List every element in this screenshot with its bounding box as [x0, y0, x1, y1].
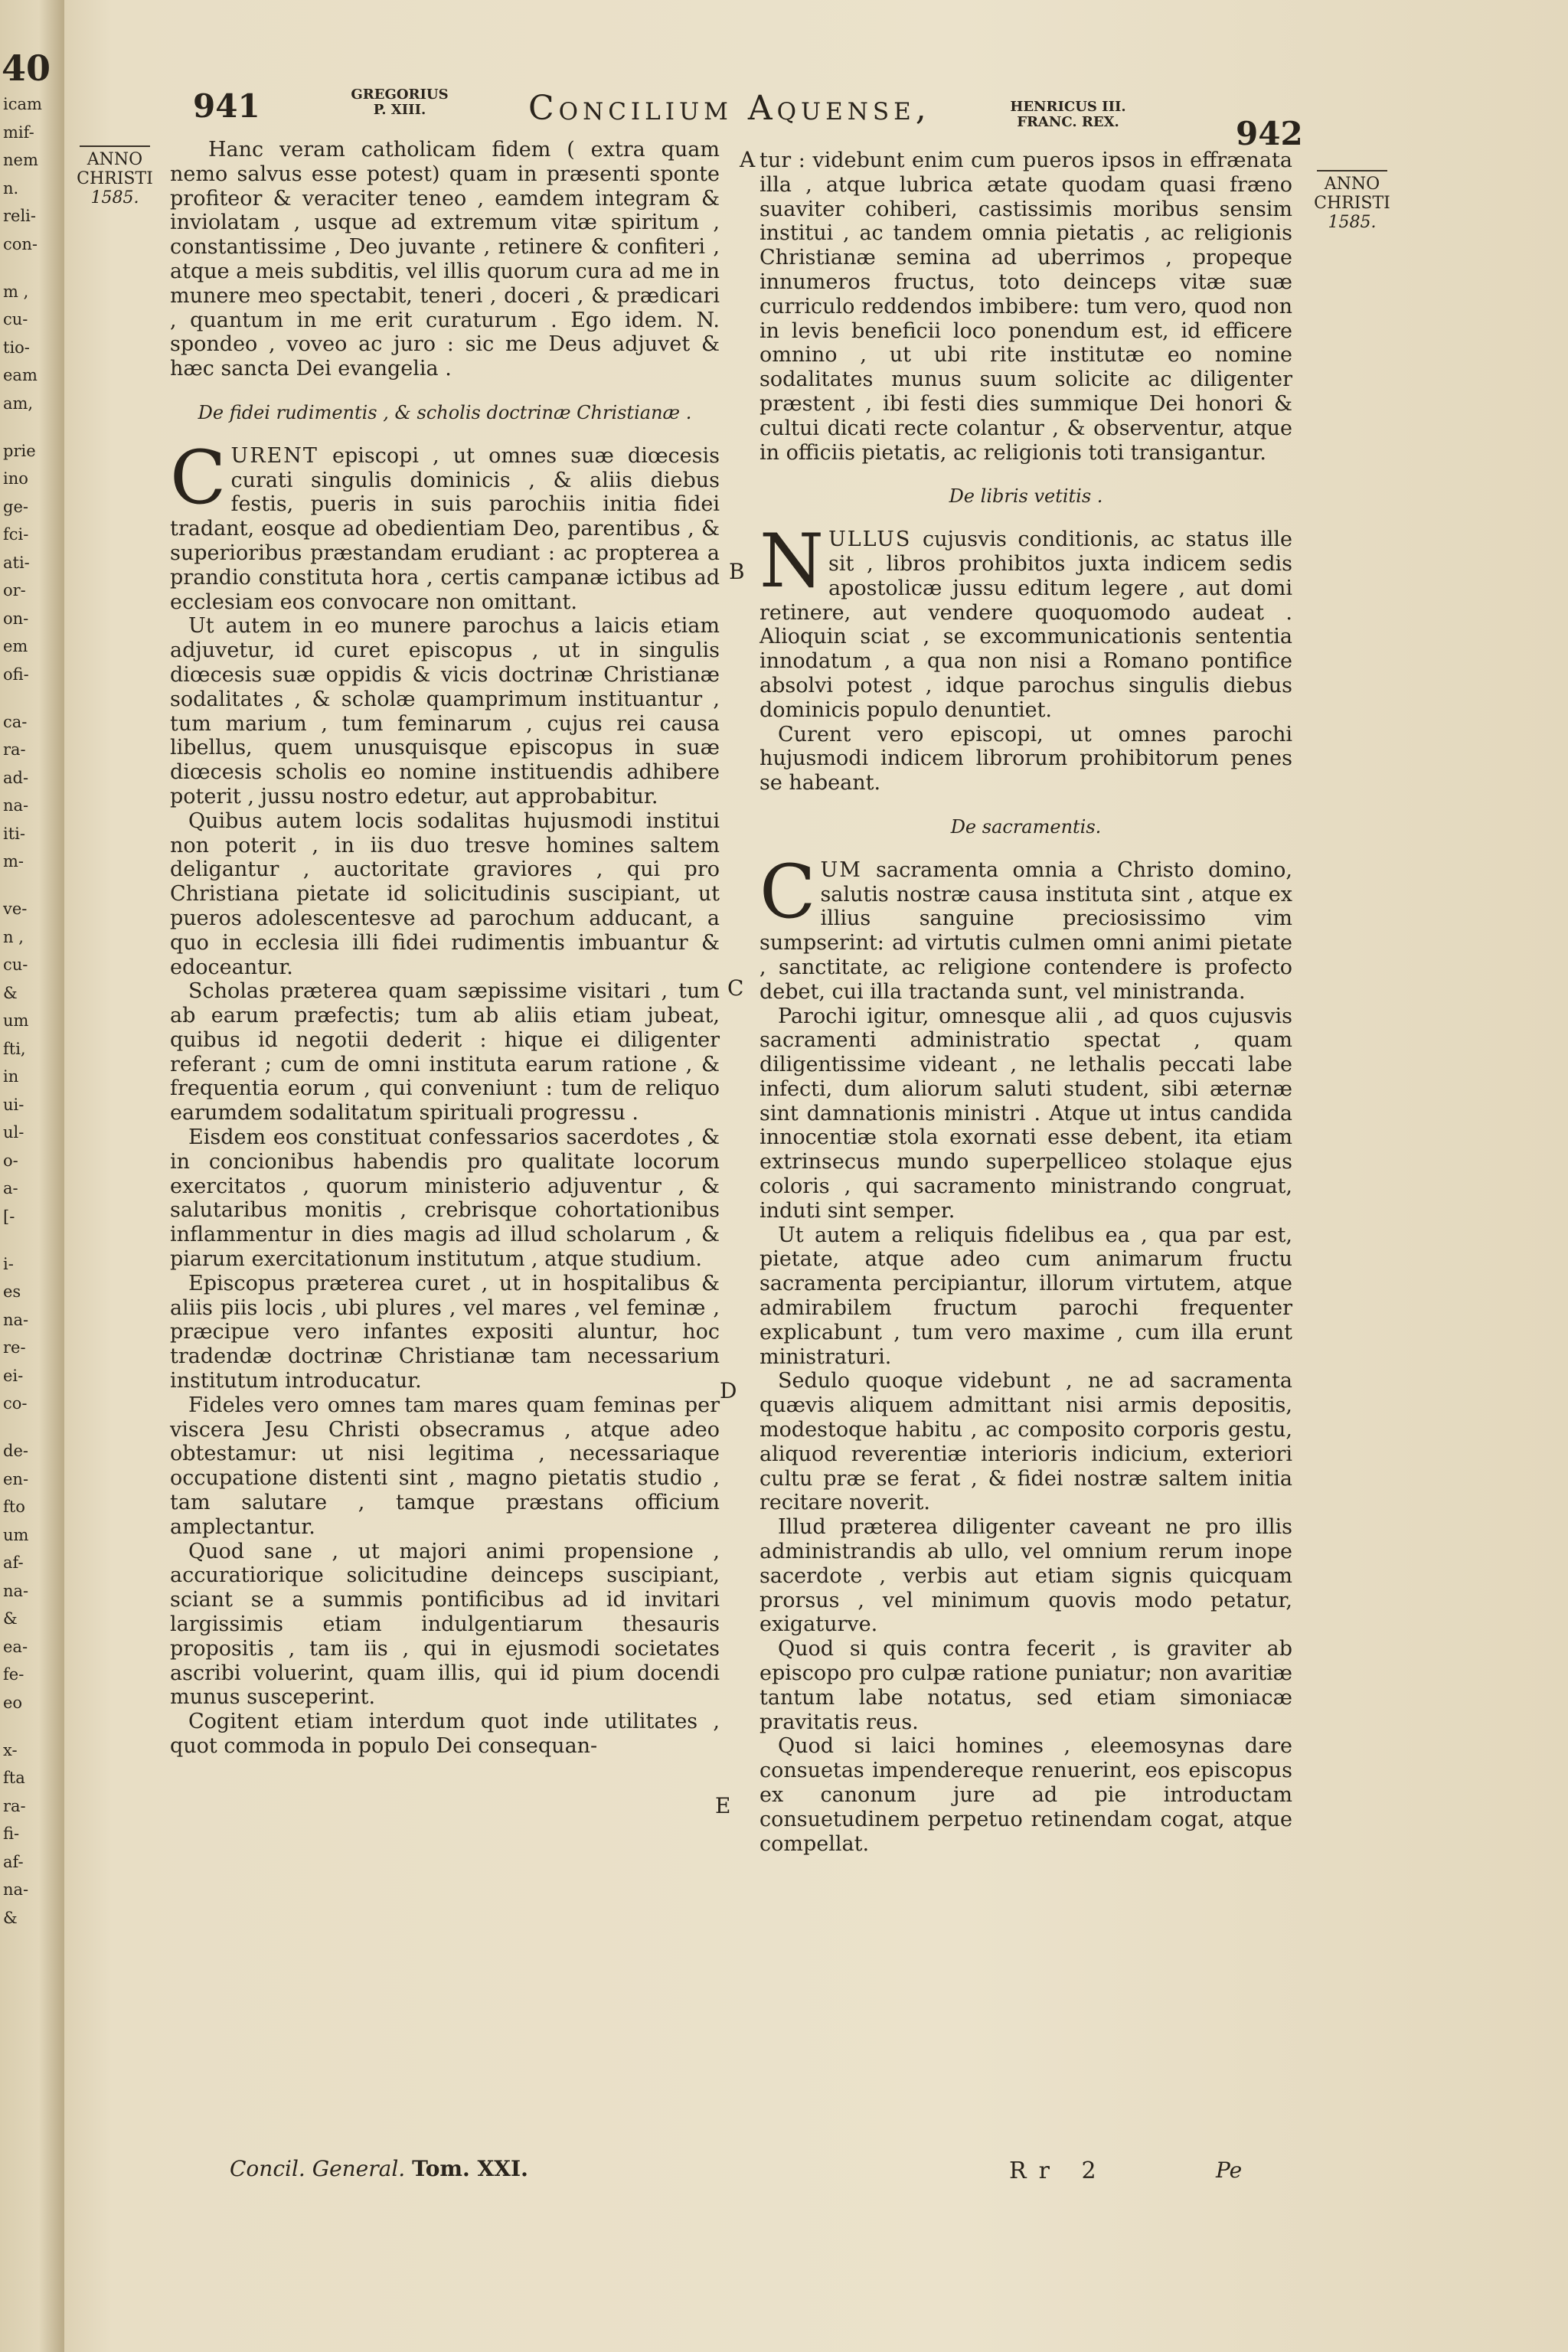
previous-page-fragment: ui- [3, 1095, 24, 1114]
lead-word: UM [820, 858, 862, 882]
section-letter-c: C [727, 975, 744, 1001]
previous-page-fragment: na- [3, 796, 29, 815]
section-letter-a: A [740, 147, 756, 172]
previous-page-fragment: um [3, 1011, 29, 1030]
paragraph: Hanc veram catholicam fidem ( extra quam nemo salvus esse potest) quam in præsenti sponte profiteor & veraciter teneo , eamdem integram & inviolatam , usque ad extremum vitæ spiritum , constantissime , Deo juvante , retinere & confiteri , atque a meis subditis, vel illis quorum cura ad me in munere meo spectabit, teneri , doceri , & prædicari , quantum in me erit curaturum . Ego idem. N. spondeo , voveo ac juro : sic me Deus adjuvet & hæc sancta Dei evangelia . [170, 138, 720, 381]
previous-page-fragment: ofi- [3, 665, 29, 684]
section-heading: De libris vetitis . [949, 485, 1103, 508]
drop-capital: C [170, 434, 227, 521]
page-title: Concilium Aquense, [528, 89, 931, 128]
previous-page-fragment: m- [3, 852, 24, 871]
margin-note-left [75, 145, 155, 207]
previous-page-fragment: na- [3, 1581, 29, 1600]
lead-word: URENT [230, 443, 318, 468]
margin-line: CHRISTI [1314, 194, 1390, 213]
previous-page-fragment: con- [3, 234, 38, 253]
previous-page-fragment: fto [3, 1498, 25, 1516]
previous-page-fragment: en- [3, 1469, 29, 1488]
previous-page-fragment: [- [3, 1207, 15, 1226]
previous-page-fragment: reli- [3, 207, 36, 225]
previous-page-fragment: or- [3, 581, 26, 599]
drop-capital: N [760, 518, 824, 605]
running-head-line: FRANC. REX. [1017, 114, 1119, 130]
previous-page-fragment: nem [3, 151, 38, 169]
previous-page-fragment: ra- [3, 740, 26, 759]
previous-page-fragment: ve- [3, 900, 28, 918]
previous-page-fragment: & [3, 1609, 18, 1628]
previous-page-fragment: ei- [3, 1366, 24, 1385]
margin-rule [80, 145, 150, 147]
running-head-line: HENRICUS III. [1010, 99, 1126, 115]
previous-page-fragment: na- [3, 1310, 29, 1329]
paragraph-text: sacramenta omnia a Christo domino, salutis nostræ causa instituta sint , atque ex illius sanguine preciosissimo vim sumpserint: ad virtutis culmen omni animi pietate , sanctitate, ac religione contendere is profecto debet, cui illa tractanda sunt, vel ministranda. [760, 858, 1292, 1004]
margin-note-right [1306, 170, 1398, 232]
paragraph-with-initial [760, 518, 1292, 722]
previous-page-fragment: icam [3, 95, 42, 113]
previous-page-fragment: ad- [3, 768, 29, 787]
previous-page-fragment: de- [3, 1442, 28, 1460]
right-column [760, 149, 1292, 1856]
previous-page-fragment: a- [3, 1179, 18, 1197]
previous-page-fragment: re- [3, 1338, 26, 1357]
previous-page-fragment: m , [3, 282, 29, 301]
margin-line: ANNO [1324, 175, 1380, 194]
left-running-head [346, 87, 453, 118]
left-column [170, 138, 720, 1759]
previous-page-fragment: x- [3, 1740, 18, 1759]
paragraph-text: episcopi , ut omnes suæ diœcesis curati singulis dominicis , & aliis diebus festis, pueris in suis parochiis initia fidei tradant, eosque ad obedientiam Deo, parentibus , & superioribus præstandam erudiant : ac propterea a prandio constituta hora , certis campanæ ictibus ad ecclesiam eos convocare non omittant. [170, 443, 720, 614]
previous-page-fragment: um [3, 1525, 29, 1544]
running-head-line: P. XIII. [373, 102, 426, 118]
previous-page-fragment: ra- [3, 1796, 26, 1815]
previous-page-fragment: em [3, 637, 28, 655]
paragraph: Ut autem in eo munere parochus a laicis etiam adjuvetur, id curet episcopus , ut in singulis diœcesis suæ oppidis & vicis doctrinæ Christianæ sodalitates , & scholæ quamprimum instituantur , tum marium , tum feminarum , cujus rei causa libellus, quem unusquisque episcopus in suæ diœcesis scholis eo nomine instituendis adhibere poterit , jussu nostro edetur, aut approbabitur. [170, 614, 720, 808]
previous-page-fragment: es [3, 1282, 21, 1301]
paragraph: Quod sane , ut majori animi propensione , accuratiorique solicitudine deinceps suscipiant, sciant se a summis pontificibus ad id invitari largissimis etiam indulgentiarum thesauris propositis , tam iis , qui in ejusmodi societates ascribi voluerint, quam illis, qui id pium docendi munus susceperint. [170, 1539, 720, 1710]
paragraph: tur : videbunt enim cum pueros ipsos in effrænata illa , atque lubrica ætate quodam quasi fræno suaviter cohiberi, castissimis moribus sensim institui , ac tandem omnia pietatis , ac religionis Christianæ semina ad uberrimos , propeque innumeros fructus, toto deinceps vitæ suæ curriculo reddendos imbibere: tum vero, quod non in levis beneficii loco ponendum est, id efficere omnino , ut ubi rite institutæ eo nomine sodalitates munus suum solicite ac diligenter præstent , ibi festi dies summique Dei honori & cultui dicati recte colantur , & observentur, atque in officiis pietatis, ac religionis toti transigantur. [760, 149, 1292, 465]
previous-page-fragment: & [3, 983, 18, 1002]
previous-page-fragment: na- [3, 1880, 29, 1899]
section-heading: De sacramentis. [950, 815, 1102, 838]
paragraph-with-initial [170, 434, 720, 615]
previous-page-fragment: am, [3, 394, 34, 413]
running-head-line: GREGORIUS [351, 87, 449, 103]
previous-page-fragment: ge- [3, 497, 28, 516]
previous-page-fragment: mif- [3, 122, 34, 142]
previous-page-fragment: in [3, 1067, 19, 1086]
running-header [0, 84, 1568, 152]
section-letter-b: B [729, 559, 745, 584]
margin-line: 1585. [1328, 213, 1377, 232]
section-heading: De fidei rudimentis , & scholis doctrinæ Christianæ . [198, 401, 692, 423]
previous-page-fragment: iti- [3, 824, 25, 843]
previous-page-edge [0, 0, 64, 2352]
paragraph: Quod si quis contra fecerit , is graviter ab episcopo pro culpæ ratione puniatur; non avaritiæ tantum labe notatus, sed etiam simoniacæ pravitatis reus. [760, 1637, 1292, 1734]
footer-tome: Tom. XXI. [412, 2156, 528, 2181]
previous-page-fragment: cu- [3, 310, 28, 328]
paragraph: Illud præterea diligenter caveant ne pro illis administrandis ab ullo, vel omnium rerum inope sacerdote , verbis aut etiam signis quicquam prorsus , vel minimum quovis modo petatur, exigaturve. [760, 1515, 1292, 1637]
previous-page-fragment: eo [3, 1693, 23, 1712]
previous-page-fragment: fti, [3, 1039, 26, 1058]
paragraph: Sedulo quoque videbunt , ne ad sacramenta quævis aliquem admittant nisi armis depositis, modestoque habitu , ac composito corporis gestu, aliquod reverentiæ interioris indicium, exteriori cultu præ se ferat , & fidei nostræ saltem initia recitare noverit. [760, 1369, 1292, 1515]
paragraph: Scholas præterea quam sæpissime visitari , tum ab earum præfectis; tum ab aliis etiam jubeat, quibus id negotii dederit : hique ei diligenter referant ; cum de omni instituta earum ratione , & frequentia eorum , qui conveniunt : tum de reliquo earumdem sodalitatum spirituali progressu . [170, 979, 720, 1125]
previous-page-number: 40 [2, 47, 51, 89]
previous-page-fragment: fe- [3, 1665, 24, 1684]
previous-page-fragment: n , [3, 927, 24, 946]
paragraph: Parochi igitur, omnesque alii , ad quos cujusvis sacramenti administratio spectat , quam diligentissime videant , ne lethalis peccati labe infecti, dum aliorum saluti student, sibi æternæ sint damnationis ministri . Atque ut intus candida innocentiæ stola exornati esse debent, ita etiam extrinsecus mundo superpelliceo stolaque ejus coloris , qui sacramento ministrando congruat, induti sint semper. [760, 1004, 1292, 1223]
margin-rule [1317, 170, 1387, 172]
previous-page-fragment: fta [3, 1769, 25, 1787]
section-letter-d: D [720, 1378, 737, 1403]
previous-page-fragment: fci- [3, 525, 29, 544]
previous-page-fragment: af- [3, 1553, 24, 1572]
previous-page-fragment: ca- [3, 712, 28, 731]
section-letter-e: E [715, 1793, 731, 1818]
signature-mark: Rr 2 [1009, 2158, 1109, 2184]
margin-line: CHRISTI [77, 169, 153, 188]
previous-page-fragment: ino [3, 469, 28, 488]
previous-page-fragment: eam [3, 366, 38, 384]
paragraph: Quibus autem locis sodalitas hujusmodi institui non poterit , in iis duo tresve homines saltem deligantur , auctoritate graviores , qui pro Christiana pietate id solicitudinis suscipiant, ut pueros adolescentesve ad parochum adducant, a quo in ecclesia illi fidei rudimentis imbuantur & edoceantur. [170, 808, 720, 979]
right-page-number: 942 [1236, 115, 1303, 152]
margin-line: ANNO [87, 150, 143, 169]
paragraph-text: cujusvis conditionis, ac status ille sit , libros prohibitos juxta indicem sedis apostolicæ jussu editum legere , aut domi retinere, aut vendere quoquomodo audeat . Alioquin sciat , se excommunicationis sententia innodatum , a qua non nisi a Romano pontifice absolvi potest , idque parochus singulis diebus dominicis populo denuntiet. [760, 528, 1292, 722]
previous-page-fragment: & [3, 1908, 18, 1927]
previous-page-fragment: cu- [3, 956, 28, 974]
lead-word: ULLUS [828, 528, 912, 552]
previous-page-fragment: prie [3, 441, 36, 460]
previous-page-fragment: n. [3, 178, 19, 198]
right-running-head [1003, 100, 1133, 130]
catchword: Pe [1216, 2158, 1243, 2183]
previous-page-fragment: ul- [3, 1123, 24, 1142]
paragraph: Cogitent etiam interdum quot inde utilitates , quot commoda in populo Dei consequan- [170, 1710, 720, 1758]
paragraph: Ut autem a reliquis fidelibus ea , qua par est, pietate, atque adeo cum animarum fructu sacramenta percipiantur, illorum virtutem, atque admirabilem fructum parochi frequenter explicabunt , tum vero maxime , cum illa erunt ministraturi. [760, 1223, 1292, 1369]
left-page-number: 941 [193, 87, 260, 125]
paragraph-with-initial [760, 848, 1292, 1004]
paragraph: Curent vero episcopi, ut omnes parochi hujusmodi indicem librorum prohibitorum penes se habeant. [760, 722, 1292, 795]
paragraph: Eisdem eos constituat confessarios sacerdotes , & in concionibus habendis pro qualitate locorum exercitatos , quorum ministerio adjuventur , & salutaribus monitis , crebrisque cohortationibus inflammentur in dies magis ad illud scholarum , & piarum exercitationum institutum , atque studium. [170, 1125, 720, 1272]
previous-page-fragment: on- [3, 609, 29, 628]
paragraph: Quod si laici homines , eleemosynas dare consuetas impendereque renuerint, eos episcopus ex canonum jure ad pie introductam consuetudinem perpetuo retinendam cogat, atque compellat. [760, 1734, 1292, 1856]
previous-page-fragment: tio- [3, 338, 30, 357]
previous-page-fragment: i- [3, 1254, 14, 1273]
previous-page-fragment: o- [3, 1151, 18, 1170]
drop-capital: C [760, 848, 816, 935]
previous-page-fragment: ati- [3, 553, 30, 572]
previous-page-fragment: ea- [3, 1637, 28, 1656]
footer-prefix: Concil. General. [230, 2156, 406, 2181]
previous-page-fragment: fi- [3, 1824, 20, 1843]
paragraph: Episcopus præterea curet , ut in hospitalibus & aliis piis locis , ubi plures , vel mares , vel feminæ , præcipue vero infantes expositi aluntur, hoc tradendæ doctrinæ Christianæ tam necessarium institutum introducatur. [170, 1271, 720, 1393]
footer-volume [230, 2156, 528, 2181]
margin-line: 1585. [90, 188, 139, 207]
paragraph: Fideles vero omnes tam mares quam feminas per viscera Jesu Christi obsecramus , atque adeo obtestamur: ut nisi legitima , necessariaque occupatione distenti sint , magno pietatis studio , tam salutare , tamque præstans officium amplectantur. [170, 1393, 720, 1539]
previous-page-fragment: af- [3, 1852, 24, 1871]
previous-page-fragment: co- [3, 1394, 28, 1413]
